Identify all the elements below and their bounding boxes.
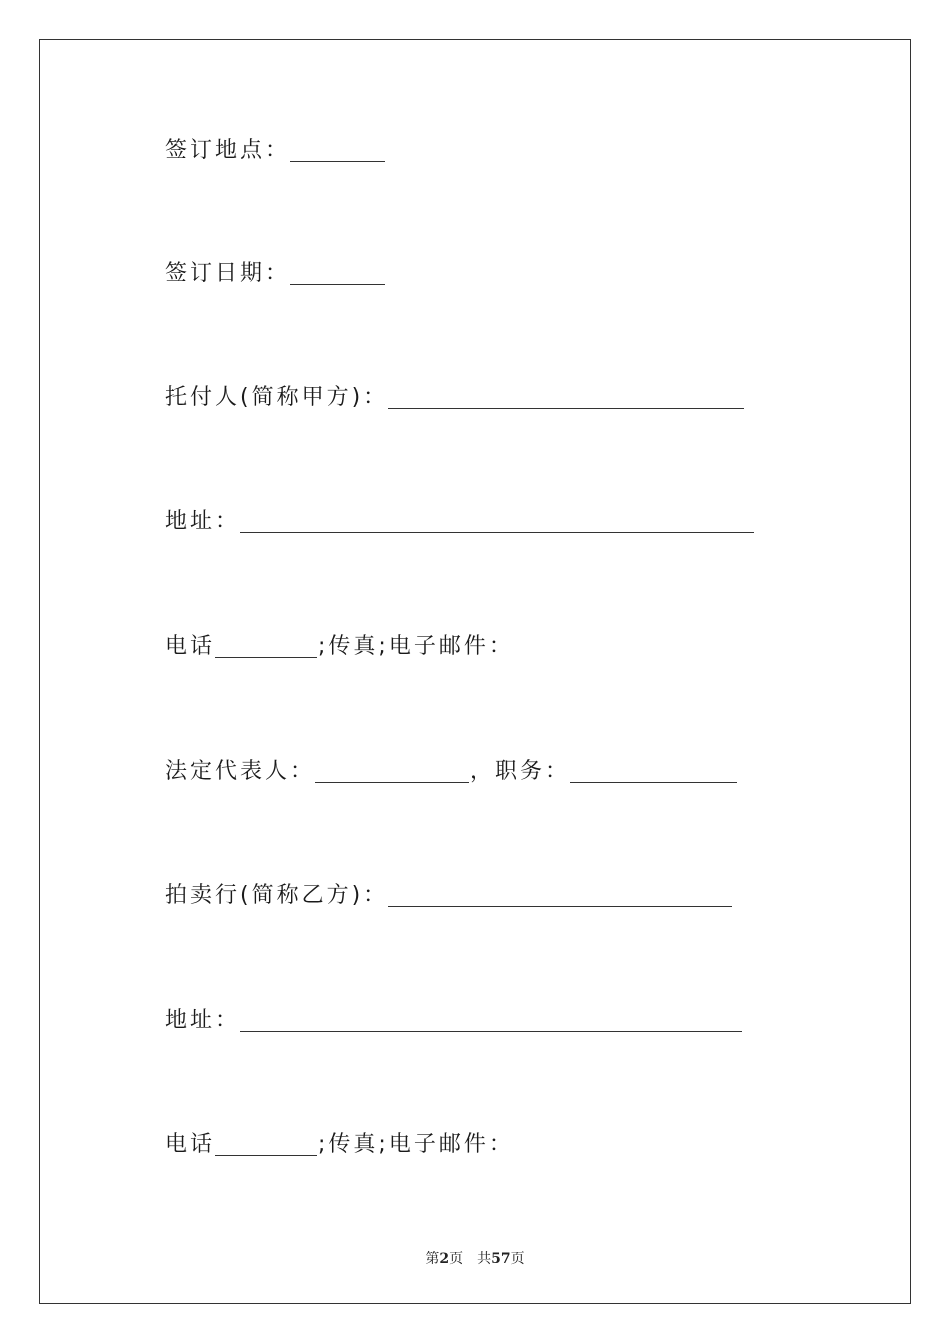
footer-total-pages: 57 <box>491 1251 511 1267</box>
consignor-phone-label: 电话 <box>165 634 216 659</box>
footer-prefix: 第 <box>425 1251 440 1267</box>
sign-place-label: 签订地点： <box>165 138 291 163</box>
consignor-address-row <box>165 505 755 533</box>
sign-place-blank[interactable] <box>290 139 385 162</box>
auctioneer-phone-label: 电话 <box>165 1132 216 1157</box>
auctioneer-address-blank[interactable] <box>240 1009 742 1032</box>
position-blank[interactable] <box>570 760 737 783</box>
footer-total-unit: 页 <box>510 1251 525 1267</box>
consignor-address-label: 地址： <box>165 509 241 534</box>
legal-rep-blank[interactable] <box>315 760 469 783</box>
sign-place-row <box>165 134 386 162</box>
auctioneer-phone-blank[interactable] <box>215 1133 317 1156</box>
auctioneer-row <box>165 879 733 907</box>
legal-rep-label: 法定代表人： <box>165 759 316 784</box>
consignor-label: 托付人(简称甲方)： <box>165 385 389 410</box>
auctioneer-address-row <box>165 1004 743 1032</box>
footer-total-prefix: 共 <box>477 1251 492 1267</box>
auctioneer-address-label: 地址： <box>165 1008 241 1033</box>
sign-date-label: 签订日期： <box>165 261 291 286</box>
page-border <box>39 39 911 1304</box>
consignor-address-blank[interactable] <box>240 510 754 533</box>
consignor-fax-email-label: ;传真;电子邮件： <box>318 634 514 659</box>
legal-rep-row <box>165 755 738 783</box>
sign-date-row <box>165 257 386 285</box>
auctioneer-blank[interactable] <box>388 884 732 907</box>
sign-date-blank[interactable] <box>290 262 385 285</box>
page-footer <box>0 1248 950 1268</box>
auctioneer-fax-email-label: ;传真;电子邮件： <box>318 1132 514 1157</box>
position-label: ，职务： <box>470 759 571 784</box>
auctioneer-contact-row <box>165 1128 514 1156</box>
consignor-row <box>165 381 745 409</box>
consignor-phone-blank[interactable] <box>215 635 317 658</box>
consignor-blank[interactable] <box>388 386 744 409</box>
footer-page-unit: 页 <box>449 1251 464 1267</box>
footer-page-number: 2 <box>439 1251 450 1267</box>
consignor-contact-row <box>165 630 514 658</box>
auctioneer-label: 拍卖行(简称乙方)： <box>165 883 389 908</box>
